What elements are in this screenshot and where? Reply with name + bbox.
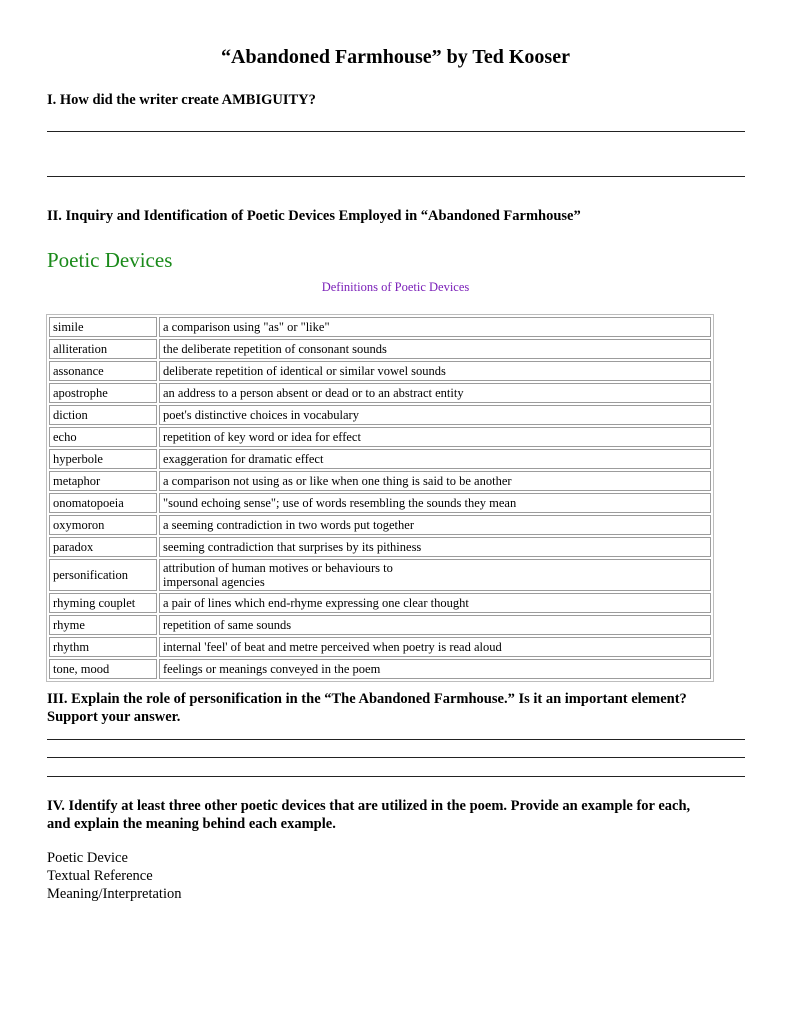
question-3-line: Support your answer.	[47, 709, 181, 725]
device-definition: poet's distinctive choices in vocabulary	[159, 405, 711, 425]
device-definition: internal 'feel' of beat and metre perceived when poetry is read aloud	[159, 637, 711, 657]
device-term: tone, mood	[49, 659, 157, 679]
question-4	[47, 797, 690, 833]
device-term: assonance	[49, 361, 157, 381]
table-row	[49, 515, 711, 535]
question-1: I. How did the writer create AMBIGUITY?	[47, 92, 316, 108]
device-definition: "sound echoing sense"; use of words resembling the sounds they mean	[159, 493, 711, 513]
device-definition: the deliberate repetition of consonant sounds	[159, 339, 711, 359]
device-term: paradox	[49, 537, 157, 557]
device-definition: repetition of same sounds	[159, 615, 711, 635]
device-term: alliteration	[49, 339, 157, 359]
page-title: “Abandoned Farmhouse” by Ted Kooser	[221, 46, 570, 68]
poetic-device-label: Poetic Device	[47, 850, 128, 866]
table-row	[49, 593, 711, 613]
table-row	[49, 471, 711, 491]
answer-line[interactable]	[47, 739, 745, 740]
table-row	[49, 361, 711, 381]
definitions-caption: Definitions of Poetic Devices	[321, 280, 470, 294]
table-row	[49, 339, 711, 359]
section-2-heading: II. Inquiry and Identification of Poetic Devices Employed in “Abandoned Farmhouse”	[47, 208, 581, 224]
device-term: simile	[49, 317, 157, 337]
response-fields	[47, 849, 181, 903]
meaning-interpretation-label: Meaning/Interpretation	[47, 886, 182, 902]
device-definition: feelings or meanings conveyed in the poem	[159, 659, 711, 679]
device-term: hyperbole	[49, 449, 157, 469]
device-term: personification	[49, 559, 157, 591]
device-definition-line: attribution of human motives or behaviours to	[163, 561, 393, 575]
table-row	[49, 493, 711, 513]
device-term: rhyme	[49, 615, 157, 635]
answer-line[interactable]	[47, 757, 745, 758]
poetic-devices-table	[46, 314, 714, 682]
table-row	[49, 405, 711, 425]
table-row	[49, 427, 711, 447]
device-term: apostrophe	[49, 383, 157, 403]
device-definition: deliberate repetition of identical or similar vowel sounds	[159, 361, 711, 381]
device-term: echo	[49, 427, 157, 447]
device-definition-line: impersonal agencies	[163, 575, 265, 589]
table-row	[49, 537, 711, 557]
table-row	[49, 637, 711, 657]
table-row	[49, 449, 711, 469]
table-row	[49, 615, 711, 635]
device-term: metaphor	[49, 471, 157, 491]
device-definition: seeming contradiction that surprises by its pithiness	[159, 537, 711, 557]
table-row	[49, 659, 711, 679]
device-term: diction	[49, 405, 157, 425]
device-term: rhyming couplet	[49, 593, 157, 613]
device-definition: a comparison using "as" or "like"	[159, 317, 711, 337]
question-3	[47, 690, 687, 726]
device-definition	[159, 559, 711, 591]
answer-line[interactable]	[47, 776, 745, 777]
device-definition: exaggeration for dramatic effect	[159, 449, 711, 469]
device-definition: a comparison not using as or like when one thing is said to be another	[159, 471, 711, 491]
device-definition: repetition of key word or idea for effect	[159, 427, 711, 447]
poetic-devices-heading: Poetic Devices	[47, 248, 173, 272]
device-definition: a seeming contradiction in two words put together	[159, 515, 711, 535]
textual-reference-label: Textual Reference	[47, 868, 153, 884]
device-definition: a pair of lines which end-rhyme expressing one clear thought	[159, 593, 711, 613]
device-term: onomatopoeia	[49, 493, 157, 513]
question-4-line: and explain the meaning behind each example.	[47, 816, 336, 832]
question-3-line: III. Explain the role of personification in the “The Abandoned Farmhouse.” Is it an important element?	[47, 691, 687, 707]
device-term: oxymoron	[49, 515, 157, 535]
answer-line[interactable]	[47, 131, 745, 132]
table-row	[49, 383, 711, 403]
device-definition: an address to a person absent or dead or to an abstract entity	[159, 383, 711, 403]
device-term: rhythm	[49, 637, 157, 657]
answer-line[interactable]	[47, 176, 745, 177]
table-row	[49, 317, 711, 337]
question-4-line: IV. Identify at least three other poetic devices that are utilized in the poem. Provide an example for each,	[47, 798, 691, 814]
table-row	[49, 559, 711, 591]
